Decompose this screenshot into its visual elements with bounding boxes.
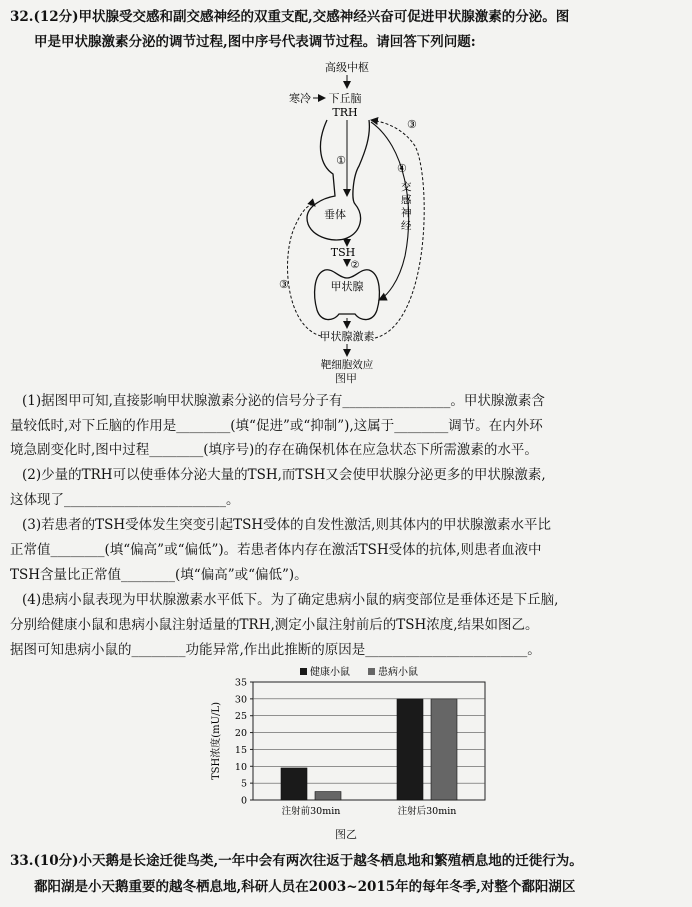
num-3b: ③	[279, 278, 289, 291]
num-1: ①	[336, 154, 346, 167]
y-tick-label: 0	[240, 795, 247, 807]
y-tick-label: 25	[234, 711, 247, 723]
label-sympathetic-3: 神	[401, 207, 412, 219]
hypothalamus-stalk-outline	[307, 120, 369, 240]
bar	[281, 768, 307, 800]
feedback-path-left	[288, 205, 321, 336]
q33-line-2: 鄱阳湖是小天鹅重要的越冬栖息地,科研人员在2003~2015年的每年冬季,对整个鄱阳湖区	[34, 879, 576, 895]
q32-text-1: (1)据图甲可知,直接影响甲状腺激素分泌的信号分子有________________。甲状腺激素含	[22, 393, 545, 409]
x-tick-label: 注射前30min	[281, 806, 341, 817]
feedback-path-right	[371, 120, 424, 338]
x-tick-label: 注射后30min	[397, 806, 457, 817]
label-sympathetic-2: 感	[401, 194, 412, 206]
bar	[315, 792, 341, 800]
bar	[397, 699, 423, 800]
q32-text-4: (2)少量的TRH可以使垂体分泌大量的TSH,而TSH又会使甲状腺分泌更多的甲状腺激素,	[22, 467, 546, 483]
label-cold: 寒冷	[289, 92, 311, 105]
legend-label: 患病小鼠	[378, 667, 418, 678]
y-tick-label: 35	[234, 677, 247, 689]
label-higher-center: 高级中枢	[325, 61, 369, 74]
label-hypothalamus: 下丘脑	[328, 92, 362, 105]
legend-label: 健康小鼠	[310, 667, 350, 678]
y-tick-label: 20	[234, 728, 247, 740]
q32-text-2: 量较低时,对下丘脑的作用是________(填“促进”或“抑制”),这属于________调节。在内外环	[10, 418, 543, 434]
q32-text-11: 据图可知患病小鼠的________功能异常,作出此推断的原因是________________________。	[10, 642, 541, 658]
legend-swatch	[300, 668, 307, 675]
thyroid-outline	[315, 270, 380, 320]
q32-text-10: 分别给健康小鼠和患病小鼠注射适量的TRH,测定小鼠注射前后的TSH浓度,结果如图乙。	[10, 617, 539, 633]
y-tick-label: 10	[234, 761, 247, 773]
q32-text-6: (3)若患者的TSH受体发生突变引起TSH受体的自发性激活,则其体内的甲状腺激素水平比	[22, 517, 551, 533]
num-4: ④	[397, 162, 407, 175]
label-thyroid-hormone: 甲状腺激素	[319, 330, 375, 343]
q32-text-5: 这体现了________________________。	[10, 492, 240, 508]
q32-stem-line-2: 甲是甲状腺激素分泌的调节过程,图中序号代表调节过程。请回答下列问题:	[34, 34, 476, 50]
figure-jia-caption: 图甲	[335, 372, 357, 385]
num-2: ②	[350, 260, 360, 271]
num-3: ③	[407, 118, 417, 131]
label-sympathetic-1: 交	[401, 181, 412, 193]
y-tick-label: 30	[234, 694, 247, 706]
bar	[431, 699, 457, 800]
figure-yi-bar-chart	[205, 662, 495, 822]
label-tsh: TSH	[330, 246, 356, 259]
y-axis-label: TSH浓度(mU/L)	[211, 702, 222, 780]
label-pituitary: 垂体	[324, 208, 346, 221]
legend-swatch	[368, 668, 375, 675]
q33-line-1: 33.(10分)小天鹅是长途迁徙鸟类,一年中会有两次往返于越冬栖息地和繁殖栖息地的迁徙行为。	[10, 853, 583, 869]
figure-yi-caption: 图乙	[335, 828, 357, 841]
label-sympathetic-4: 经	[401, 220, 412, 232]
q32-text-3: 境急剧变化时,图中过程________(填序号)的存在确保机体在应急状态下所需激素的水平。	[10, 442, 538, 458]
y-tick-label: 5	[240, 778, 247, 790]
q32-text-9: (4)患病小鼠表现为甲状腺激素水平低下。为了确定患病小鼠的病变部位是垂体还是下丘脑,	[22, 592, 559, 608]
label-trh: TRH	[332, 106, 358, 119]
y-tick-label: 15	[234, 744, 247, 756]
figure-jia-diagram	[255, 56, 455, 376]
q32-text-7: 正常值________(填“偏高”或“偏低”)。若患者体内存在激活TSH受体的抗体,则患者血液中	[10, 542, 542, 558]
label-thyroid: 甲状腺	[330, 280, 364, 293]
q32-stem-line-1: 32.(12分)甲状腺受交感和副交感神经的双重支配,交感神经兴奋可促进甲状腺激素的分泌。图	[10, 9, 570, 25]
label-target-effect: 靶细胞效应	[320, 359, 374, 371]
q32-text-8: TSH含量比正常值________(填“偏高”或“偏低”)。	[10, 567, 308, 583]
